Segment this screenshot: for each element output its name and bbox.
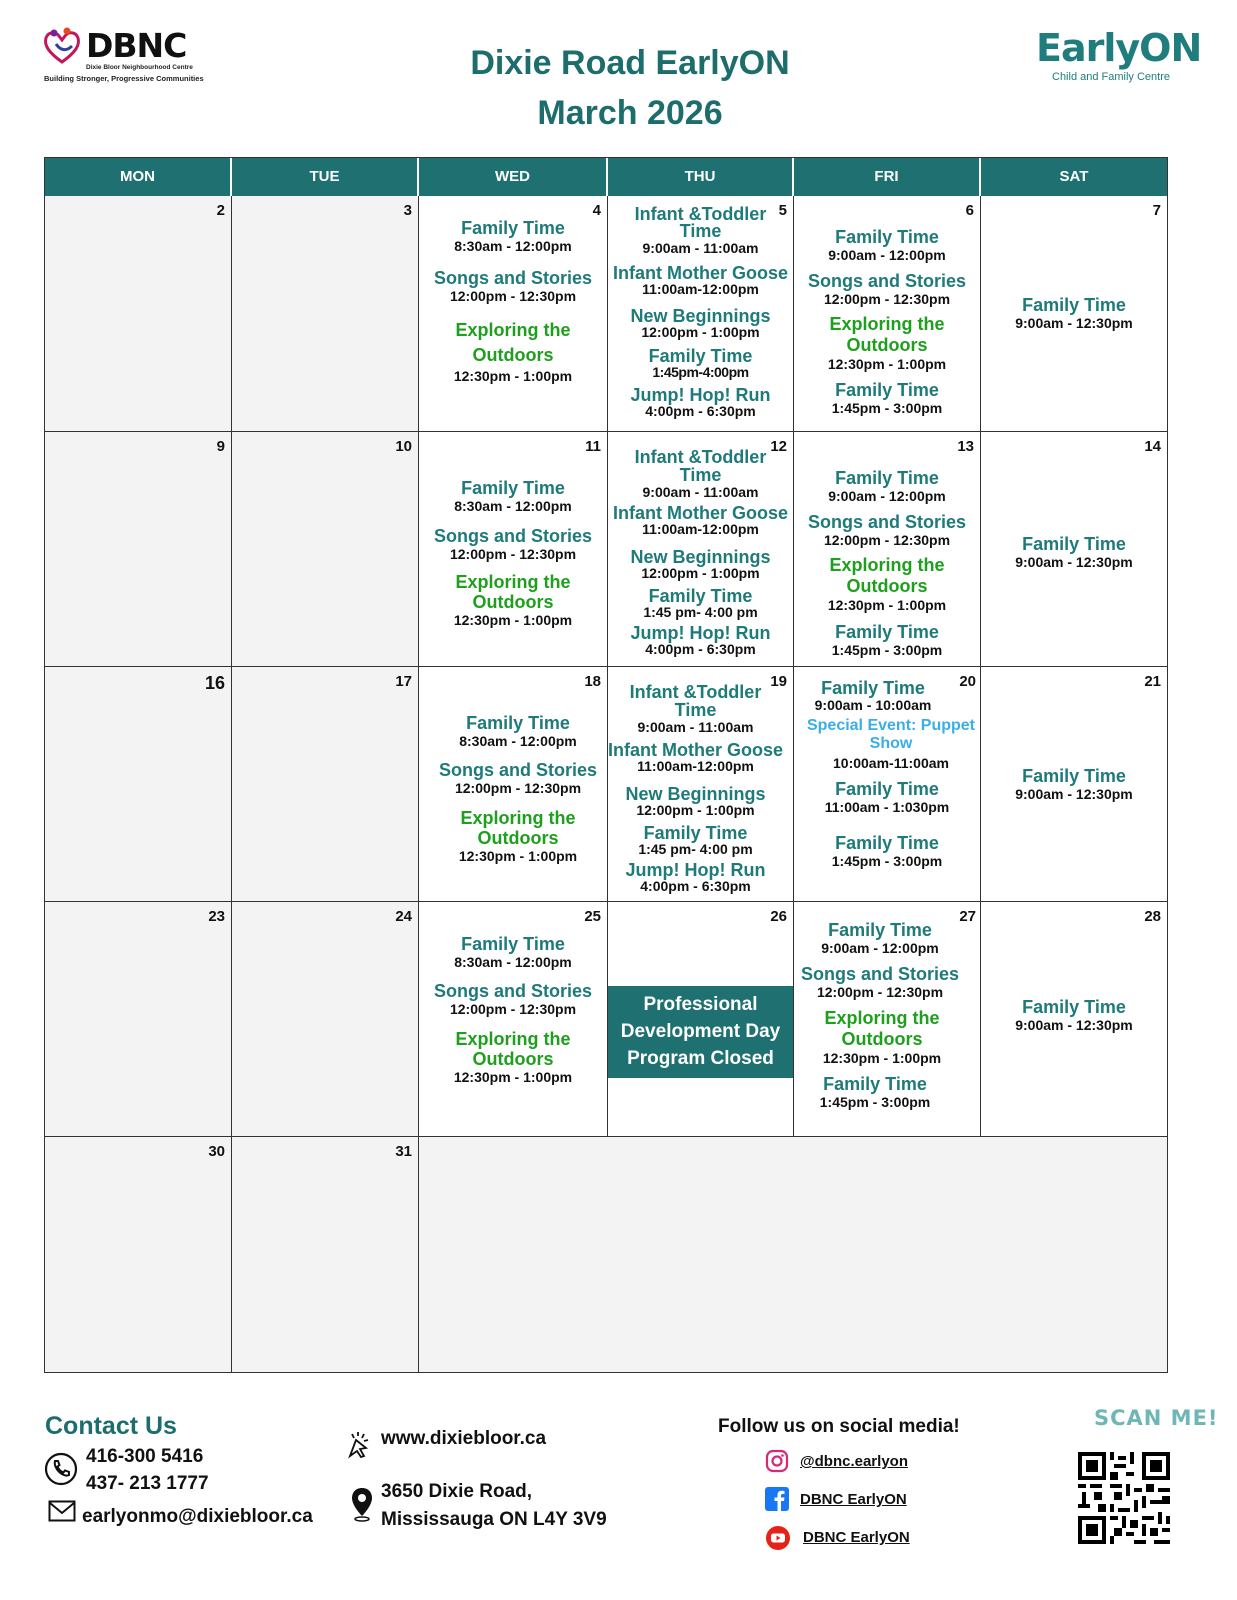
event-name: Songs and Stories bbox=[800, 964, 960, 984]
event-name: Family Time bbox=[1022, 997, 1126, 1017]
day-cell-17 bbox=[232, 667, 419, 902]
event-time: 12:30pm - 1:00pm bbox=[827, 597, 947, 613]
empty-days-area bbox=[419, 1137, 1167, 1372]
date-number: 13 bbox=[957, 438, 974, 455]
event bbox=[794, 512, 980, 549]
website-link[interactable]: www.dixiebloor.ca bbox=[381, 1428, 547, 1449]
event-time: 12:30pm - 1:00pm bbox=[453, 612, 573, 628]
location-pin-icon bbox=[350, 1486, 374, 1522]
event-name: Family Time bbox=[835, 468, 939, 488]
event-time: 8:30am - 12:00pm bbox=[454, 238, 572, 254]
day-cell-16 bbox=[45, 667, 232, 902]
day-header-thu: THU bbox=[608, 158, 794, 196]
qr-code-icon[interactable] bbox=[1078, 1452, 1170, 1544]
event-time: 1:45pm-4:00pm bbox=[652, 364, 749, 380]
date-number: 20 bbox=[959, 673, 976, 690]
day-cell-18 bbox=[419, 667, 608, 902]
event bbox=[608, 548, 793, 581]
org-name: DBNC bbox=[86, 26, 187, 65]
event-time: 12:00pm - 12:30pm bbox=[449, 546, 577, 562]
event bbox=[818, 314, 956, 373]
event-name: Songs and Stories bbox=[433, 981, 593, 1001]
event-name: Family Time bbox=[1022, 766, 1126, 786]
event bbox=[608, 307, 793, 340]
event bbox=[608, 741, 783, 774]
day-cell-31 bbox=[232, 1137, 419, 1372]
event-name: Exploring the Outdoors bbox=[460, 808, 576, 848]
date-number: 16 bbox=[204, 673, 225, 693]
event-time: 9:00am - 12:30pm bbox=[1015, 786, 1133, 802]
earlyon-wordmark: EarlyON bbox=[1036, 26, 1202, 70]
day-cell-12 bbox=[608, 432, 794, 667]
address-line-2: Mississauga ON L4Y 3V9 bbox=[381, 1509, 607, 1530]
event bbox=[622, 206, 779, 257]
event bbox=[608, 824, 783, 857]
event-time: 11:00am - 1:030pm bbox=[824, 799, 950, 815]
instagram-icon bbox=[765, 1449, 789, 1473]
event-name: Family Time bbox=[835, 227, 939, 247]
event-name: Family Time bbox=[828, 920, 932, 940]
event bbox=[449, 808, 587, 865]
event-time: 4:00pm - 6:30pm bbox=[640, 878, 751, 894]
event bbox=[419, 934, 607, 971]
event bbox=[622, 448, 779, 501]
day-cell-2 bbox=[45, 196, 232, 432]
date-number: 25 bbox=[584, 908, 601, 925]
day-cell-20 bbox=[794, 667, 981, 902]
event-time: 9:00am - 12:30pm bbox=[1015, 554, 1133, 570]
day-cell-10 bbox=[232, 432, 419, 667]
day-cell-19 bbox=[608, 667, 794, 902]
event-name: Family Time bbox=[643, 823, 748, 843]
event bbox=[429, 760, 607, 797]
day-cell-28 bbox=[981, 902, 1167, 1137]
day-header-mon: MON bbox=[45, 158, 232, 196]
date-number: 30 bbox=[208, 1143, 225, 1160]
date-number: 14 bbox=[1144, 438, 1161, 455]
event bbox=[608, 504, 793, 537]
event bbox=[439, 318, 587, 385]
event-time: 1:45pm - 3:00pm bbox=[831, 400, 943, 416]
event bbox=[622, 683, 769, 736]
event bbox=[608, 861, 783, 894]
event-time: 9:00am - 10:00am bbox=[814, 697, 932, 713]
event-name: Family Time bbox=[461, 934, 565, 954]
event bbox=[419, 526, 607, 563]
event-time: 9:00am - 12:30pm bbox=[1015, 315, 1133, 331]
event-name: Songs and Stories bbox=[807, 271, 967, 291]
event-name: Exploring the Outdoors bbox=[824, 1008, 940, 1049]
event-time: 9:00am - 11:00am bbox=[642, 240, 759, 256]
date-number: 26 bbox=[770, 908, 787, 925]
event-name: Exploring the Outdoors bbox=[455, 1029, 571, 1069]
day-cell-7 bbox=[981, 196, 1167, 432]
day-header-fri: FRI bbox=[794, 158, 981, 196]
event-time: 12:00pm - 12:30pm bbox=[823, 291, 951, 307]
phone-number-2[interactable]: 437- 213 1777 bbox=[86, 1473, 209, 1494]
event-time: 9:00am - 11:00am bbox=[642, 484, 759, 500]
date-number: 19 bbox=[770, 673, 787, 690]
event-name: Family Time bbox=[835, 380, 939, 400]
event-name: Family Time bbox=[648, 586, 753, 606]
event-name: Jump! Hop! Run bbox=[630, 623, 771, 643]
event bbox=[439, 572, 587, 629]
day-cell-11 bbox=[419, 432, 608, 667]
event bbox=[608, 386, 793, 419]
event-time: 4:00pm - 6:30pm bbox=[645, 403, 756, 419]
event bbox=[419, 478, 607, 515]
event-name: Songs and Stories bbox=[438, 760, 598, 780]
event bbox=[608, 785, 783, 818]
event bbox=[794, 779, 980, 816]
date-number: 2 bbox=[216, 202, 225, 219]
event-time: 8:30am - 12:00pm bbox=[454, 954, 572, 970]
social-follow-heading: Follow us on social media! bbox=[718, 1416, 960, 1437]
day-cell-5 bbox=[608, 196, 794, 432]
date-number: 11 bbox=[585, 438, 601, 455]
family-heart-icon bbox=[42, 26, 82, 66]
org-tagline: Building Stronger, Progressive Communities bbox=[44, 74, 204, 83]
event-name: Exploring the Outdoors bbox=[829, 314, 945, 355]
event-name: New Beginnings bbox=[625, 784, 766, 804]
youtube-link[interactable]: DBNC EarlyON bbox=[803, 1529, 910, 1546]
event-time: 12:30pm - 1:00pm bbox=[453, 1069, 573, 1085]
event-time: 12:00pm - 12:30pm bbox=[816, 984, 944, 1000]
event-time: 12:30pm - 1:00pm bbox=[822, 1050, 942, 1066]
day-header-sat: SAT bbox=[981, 158, 1167, 196]
date-number: 31 bbox=[395, 1143, 412, 1160]
event bbox=[794, 679, 952, 714]
event-time: 12:30pm - 1:00pm bbox=[827, 356, 947, 372]
event bbox=[794, 964, 966, 1001]
event bbox=[981, 534, 1167, 571]
event-name: Exploring the Outdoors bbox=[455, 572, 571, 612]
address-line-1: 3650 Dixie Road, bbox=[381, 1481, 533, 1502]
event-time: 4:00pm - 6:30pm bbox=[645, 641, 756, 657]
event bbox=[818, 555, 956, 614]
event-time: 9:00am - 12:00pm bbox=[828, 488, 946, 504]
event bbox=[818, 1008, 946, 1067]
event bbox=[419, 218, 607, 255]
event-name: Family Time bbox=[1022, 295, 1126, 315]
event-name: Infant &Toddler Time bbox=[634, 447, 767, 485]
event-name: Family Time bbox=[821, 678, 925, 698]
event-time: 12:00pm - 12:30pm bbox=[823, 532, 951, 548]
event-time: 1:45pm - 3:00pm bbox=[831, 853, 943, 869]
event-time: 1:45pm - 3:00pm bbox=[831, 642, 943, 658]
email-link[interactable]: earlyonmo@dixiebloor.ca bbox=[82, 1506, 313, 1527]
event-name: Family Time bbox=[1022, 534, 1126, 554]
event-time: 8:30am - 12:00pm bbox=[459, 733, 577, 749]
event bbox=[981, 766, 1167, 803]
event bbox=[608, 624, 793, 657]
org-full-name: Dixie Bloor Neighbourhood Centre bbox=[86, 64, 193, 71]
day-cell-25 bbox=[419, 902, 608, 1137]
day-cell-23 bbox=[45, 902, 232, 1137]
earlyon-logo bbox=[1036, 26, 1202, 88]
event bbox=[804, 717, 978, 773]
scan-me-label: SCAN ME! bbox=[1094, 1406, 1219, 1430]
event-time: 8:30am - 12:00pm bbox=[454, 498, 572, 514]
event-time: 1:45pm - 3:00pm bbox=[819, 1094, 931, 1110]
event-time: 9:00am - 12:30pm bbox=[1015, 1017, 1133, 1033]
event-name: Family Time bbox=[461, 218, 565, 238]
facebook-link[interactable]: DBNC EarlyON bbox=[800, 1491, 907, 1508]
youtube-icon bbox=[765, 1525, 791, 1551]
event-name: Infant Mother Goose bbox=[608, 740, 783, 760]
day-cell-21 bbox=[981, 667, 1167, 902]
event bbox=[419, 268, 607, 305]
event-time: 12:00pm - 1:00pm bbox=[641, 565, 760, 581]
event bbox=[608, 587, 793, 620]
event bbox=[981, 997, 1167, 1034]
date-number: 3 bbox=[403, 202, 412, 219]
event-time: 9:00am - 11:00am bbox=[637, 719, 754, 735]
event-name: Exploring the Outdoors bbox=[455, 320, 571, 365]
event-time: 12:00pm - 1:00pm bbox=[641, 324, 760, 340]
event-time: 12:30pm - 1:00pm bbox=[458, 848, 578, 864]
dbnc-logo bbox=[42, 26, 212, 88]
calendar-grid bbox=[44, 157, 1168, 1373]
date-number: 17 bbox=[395, 673, 412, 690]
date-number: 6 bbox=[965, 202, 974, 219]
event bbox=[981, 295, 1167, 332]
event-time: 9:00am - 12:00pm bbox=[821, 940, 939, 956]
day-cell-30 bbox=[45, 1137, 232, 1372]
event-name: Special Event: Puppet Show bbox=[806, 717, 976, 752]
event-name: Songs and Stories bbox=[807, 512, 967, 532]
event-time: 12:00pm - 1:00pm bbox=[636, 802, 755, 818]
event-name: Infant &Toddler Time bbox=[634, 204, 767, 241]
day-header-tue: TUE bbox=[232, 158, 419, 196]
event-name: Songs and Stories bbox=[433, 526, 593, 546]
date-number: 9 bbox=[216, 438, 225, 455]
day-cell-3 bbox=[232, 196, 419, 432]
event bbox=[419, 981, 607, 1018]
date-number: 24 bbox=[395, 908, 412, 925]
day-cell-14 bbox=[981, 432, 1167, 667]
event-name: New Beginnings bbox=[630, 547, 771, 567]
event-name: Infant Mother Goose bbox=[613, 263, 788, 283]
event bbox=[429, 713, 607, 750]
contact-title: Contact Us bbox=[45, 1412, 177, 1440]
event-name: Family Time bbox=[823, 1074, 927, 1094]
event-time: 12:00pm - 12:30pm bbox=[449, 288, 577, 304]
event bbox=[794, 1074, 956, 1111]
earlyon-subtitle: Child and Family Centre bbox=[1052, 71, 1170, 83]
event-name: Infant &Toddler Time bbox=[629, 682, 762, 720]
date-number: 12 bbox=[770, 438, 787, 455]
event-time: 12:00pm - 12:30pm bbox=[454, 780, 582, 796]
day-cell-24 bbox=[232, 902, 419, 1137]
event-time: 11:00am-12:00pm bbox=[642, 521, 759, 537]
event-time: 1:45 pm- 4:00 pm bbox=[643, 604, 758, 620]
event-name: New Beginnings bbox=[630, 306, 771, 326]
day-cell-6 bbox=[794, 196, 981, 432]
day-cell-9 bbox=[45, 432, 232, 667]
event bbox=[439, 1029, 587, 1086]
event-name: Family Time bbox=[648, 346, 753, 366]
date-number: 28 bbox=[1144, 908, 1161, 925]
event-name: Family Time bbox=[835, 833, 939, 853]
facebook-icon bbox=[765, 1487, 789, 1511]
event-name: Songs and Stories bbox=[433, 268, 593, 288]
event-time: 12:30pm - 1:00pm bbox=[453, 368, 573, 384]
event-name: Infant Mother Goose bbox=[613, 503, 788, 523]
event-name: Family Time bbox=[461, 478, 565, 498]
email-icon bbox=[48, 1500, 76, 1522]
event-time: 12:00pm - 12:30pm bbox=[449, 1001, 577, 1017]
event-name: Jump! Hop! Run bbox=[630, 385, 771, 405]
date-number: 7 bbox=[1152, 202, 1161, 219]
event-time: 9:00am - 12:00pm bbox=[828, 247, 946, 263]
page-title: Dixie Road EarlyON bbox=[470, 44, 790, 82]
phone-icon bbox=[44, 1452, 78, 1486]
program-closed-banner: Professional Development Day Program Closed bbox=[608, 986, 793, 1078]
date-number: 18 bbox=[584, 673, 601, 690]
event-time: 11:00am-12:00pm bbox=[642, 281, 759, 297]
event bbox=[794, 833, 980, 870]
event bbox=[794, 271, 980, 308]
day-cell-27 bbox=[794, 902, 981, 1137]
event bbox=[794, 468, 980, 505]
page-subtitle-month: March 2026 bbox=[537, 94, 723, 132]
date-number: 21 bbox=[1144, 673, 1161, 690]
date-number: 27 bbox=[959, 908, 976, 925]
event-name: Exploring the Outdoors bbox=[829, 555, 945, 596]
day-cell-4 bbox=[419, 196, 608, 432]
event bbox=[794, 227, 980, 264]
event bbox=[794, 380, 980, 417]
day-header-wed: WED bbox=[419, 158, 608, 196]
event-time: 1:45 pm- 4:00 pm bbox=[638, 841, 753, 857]
event bbox=[794, 622, 980, 659]
event-name: Family Time bbox=[466, 713, 570, 733]
event bbox=[608, 264, 793, 297]
phone-number-1[interactable]: 416-300 5416 bbox=[86, 1446, 204, 1467]
event bbox=[608, 347, 793, 380]
event-name: Jump! Hop! Run bbox=[625, 860, 766, 880]
date-number: 10 bbox=[395, 438, 412, 455]
cursor-click-icon bbox=[344, 1430, 372, 1460]
date-number: 5 bbox=[778, 202, 787, 219]
date-number: 4 bbox=[592, 202, 601, 219]
event-name: Family Time bbox=[835, 622, 939, 642]
day-cell-26 bbox=[608, 902, 794, 1137]
date-number: 23 bbox=[208, 908, 225, 925]
event bbox=[794, 920, 966, 957]
event-time: 10:00am-11:00am bbox=[833, 755, 949, 771]
event-name: Family Time bbox=[835, 779, 939, 799]
event-time: 11:00am-12:00pm bbox=[637, 758, 754, 774]
day-cell-13 bbox=[794, 432, 981, 667]
instagram-link[interactable]: @dbnc.earlyon bbox=[800, 1453, 908, 1470]
